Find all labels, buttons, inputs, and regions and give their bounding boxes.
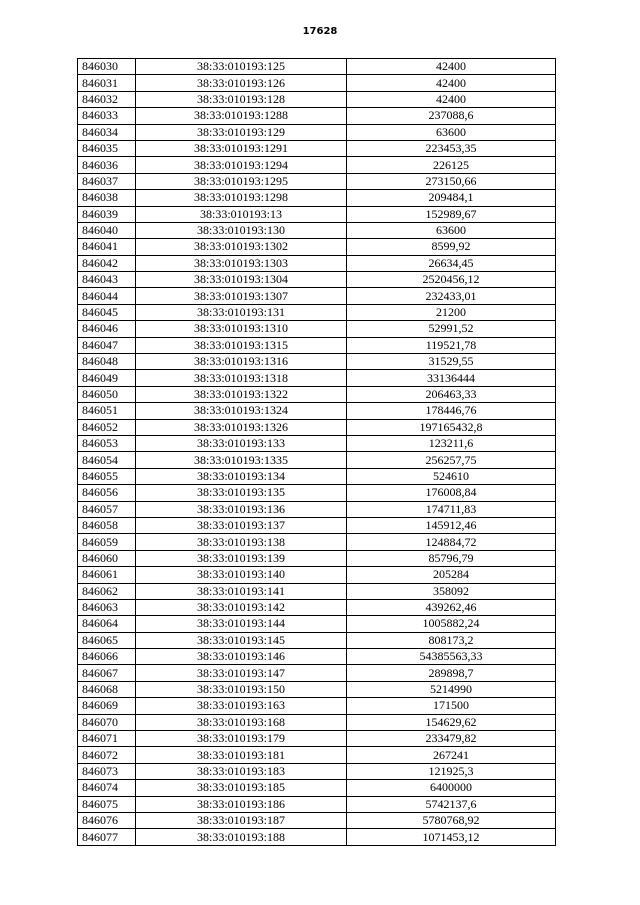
value-cell: 256257,75 xyxy=(347,452,556,468)
row-number-cell: 846057 xyxy=(78,501,136,517)
value-cell: 226125 xyxy=(347,157,556,173)
value-cell: 33136444 xyxy=(347,370,556,386)
cadastral-number-cell: 38:33:010193:181 xyxy=(136,747,347,763)
row-number-cell: 846058 xyxy=(78,517,136,533)
cadastral-number-cell: 38:33:010193:1288 xyxy=(136,108,347,124)
value-cell: 5780768,92 xyxy=(347,812,556,828)
value-cell: 808173,2 xyxy=(347,632,556,648)
value-cell: 273150,66 xyxy=(347,173,556,189)
table-row xyxy=(78,239,556,255)
cadastral-number-cell: 38:33:010193:179 xyxy=(136,731,347,747)
table-row xyxy=(78,501,556,517)
row-number-cell: 846032 xyxy=(78,91,136,107)
value-cell: 174711,83 xyxy=(347,501,556,517)
cadastral-number-cell: 38:33:010193:188 xyxy=(136,829,347,845)
value-cell: 154629,62 xyxy=(347,714,556,730)
row-number-cell: 846035 xyxy=(78,140,136,156)
table-row xyxy=(78,354,556,370)
table-row xyxy=(78,321,556,337)
cadastral-number-cell: 38:33:010193:129 xyxy=(136,124,347,140)
row-number-cell: 846046 xyxy=(78,321,136,337)
value-cell: 171500 xyxy=(347,698,556,714)
value-cell: 26634,45 xyxy=(347,255,556,271)
cadastral-number-cell: 38:33:010193:1298 xyxy=(136,190,347,206)
table-row xyxy=(78,698,556,714)
row-number-cell: 846061 xyxy=(78,567,136,583)
cadastral-number-cell: 38:33:010193:145 xyxy=(136,632,347,648)
value-cell: 8599,92 xyxy=(347,239,556,255)
table-row xyxy=(78,829,556,845)
row-number-cell: 846045 xyxy=(78,304,136,320)
row-number-cell: 846076 xyxy=(78,812,136,828)
row-number-cell: 846060 xyxy=(78,550,136,566)
cadastral-number-cell: 38:33:010193:125 xyxy=(136,59,347,75)
cadastral-number-cell: 38:33:010193:140 xyxy=(136,567,347,583)
row-number-cell: 846038 xyxy=(78,190,136,206)
table-row xyxy=(78,91,556,107)
table-row xyxy=(78,763,556,779)
value-cell: 1005882,24 xyxy=(347,616,556,632)
value-cell: 209484,1 xyxy=(347,190,556,206)
table-row xyxy=(78,517,556,533)
cadastral-number-cell: 38:33:010193:1295 xyxy=(136,173,347,189)
table-row xyxy=(78,632,556,648)
table-row xyxy=(78,468,556,484)
cadastral-number-cell: 38:33:010193:138 xyxy=(136,534,347,550)
row-number-cell: 846068 xyxy=(78,681,136,697)
table-row xyxy=(78,59,556,75)
table-row xyxy=(78,435,556,451)
table-row xyxy=(78,649,556,665)
value-cell: 123211,6 xyxy=(347,435,556,451)
row-number-cell: 846031 xyxy=(78,75,136,91)
cadastral-number-cell: 38:33:010193:1318 xyxy=(136,370,347,386)
row-number-cell: 846063 xyxy=(78,599,136,615)
cadastral-number-cell: 38:33:010193:163 xyxy=(136,698,347,714)
cadastral-number-cell: 38:33:010193:147 xyxy=(136,665,347,681)
cadastral-number-cell: 38:33:010193:1326 xyxy=(136,419,347,435)
value-cell: 439262,46 xyxy=(347,599,556,615)
value-cell: 21200 xyxy=(347,304,556,320)
value-cell: 63600 xyxy=(347,222,556,238)
row-number-cell: 846051 xyxy=(78,403,136,419)
table-row xyxy=(78,419,556,435)
cadastral-number-cell: 38:33:010193:1316 xyxy=(136,354,347,370)
table-row xyxy=(78,731,556,747)
cadastral-number-cell: 38:33:010193:144 xyxy=(136,616,347,632)
value-cell: 145912,46 xyxy=(347,517,556,533)
value-cell: 42400 xyxy=(347,75,556,91)
table-row xyxy=(78,485,556,501)
row-number-cell: 846074 xyxy=(78,780,136,796)
row-number-cell: 846042 xyxy=(78,255,136,271)
cadastral-number-cell: 38:33:010193:187 xyxy=(136,812,347,828)
row-number-cell: 846066 xyxy=(78,649,136,665)
table-row xyxy=(78,812,556,828)
table-row xyxy=(78,255,556,271)
cadastral-number-cell: 38:33:010193:135 xyxy=(136,485,347,501)
table-row xyxy=(78,370,556,386)
row-number-cell: 846048 xyxy=(78,354,136,370)
cadastral-number-cell: 38:33:010193:128 xyxy=(136,91,347,107)
cadastral-number-cell: 38:33:010193:136 xyxy=(136,501,347,517)
row-number-cell: 846047 xyxy=(78,337,136,353)
value-cell: 524610 xyxy=(347,468,556,484)
table-row xyxy=(78,714,556,730)
value-cell: 52991,52 xyxy=(347,321,556,337)
value-cell: 5742137,6 xyxy=(347,796,556,812)
table-row xyxy=(78,157,556,173)
cadastral-number-cell: 38:33:010193:130 xyxy=(136,222,347,238)
row-number-cell: 846056 xyxy=(78,485,136,501)
value-cell: 205284 xyxy=(347,567,556,583)
table-row xyxy=(78,272,556,288)
table-row xyxy=(78,337,556,353)
value-cell: 5214990 xyxy=(347,681,556,697)
cadastral-number-cell: 38:33:010193:185 xyxy=(136,780,347,796)
table-row xyxy=(78,567,556,583)
table-row xyxy=(78,796,556,812)
cadastral-number-cell: 38:33:010193:1302 xyxy=(136,239,347,255)
table-row xyxy=(78,780,556,796)
row-number-cell: 846043 xyxy=(78,272,136,288)
cadastral-number-cell: 38:33:010193:1310 xyxy=(136,321,347,337)
row-number-cell: 846055 xyxy=(78,468,136,484)
table-row xyxy=(78,288,556,304)
cadastral-number-cell: 38:33:010193:126 xyxy=(136,75,347,91)
row-number-cell: 846070 xyxy=(78,714,136,730)
row-number-cell: 846037 xyxy=(78,173,136,189)
row-number-cell: 846033 xyxy=(78,108,136,124)
registry-table xyxy=(77,58,556,846)
cadastral-number-cell: 38:33:010193:1335 xyxy=(136,452,347,468)
table-row xyxy=(78,583,556,599)
row-number-cell: 846044 xyxy=(78,288,136,304)
table-row xyxy=(78,108,556,124)
table-row xyxy=(78,140,556,156)
row-number-cell: 846050 xyxy=(78,386,136,402)
value-cell: 223453,35 xyxy=(347,140,556,156)
table-row xyxy=(78,599,556,615)
value-cell: 152989,67 xyxy=(347,206,556,222)
value-cell: 42400 xyxy=(347,91,556,107)
row-number-cell: 846052 xyxy=(78,419,136,435)
value-cell: 176008,84 xyxy=(347,485,556,501)
cadastral-number-cell: 38:33:010193:131 xyxy=(136,304,347,320)
row-number-cell: 846049 xyxy=(78,370,136,386)
table-row xyxy=(78,747,556,763)
table-row xyxy=(78,75,556,91)
row-number-cell: 846054 xyxy=(78,452,136,468)
cadastral-number-cell: 38:33:010193:142 xyxy=(136,599,347,615)
cadastral-number-cell: 38:33:010193:1307 xyxy=(136,288,347,304)
value-cell: 54385563,33 xyxy=(347,649,556,665)
registry-table-body xyxy=(78,59,556,846)
row-number-cell: 846065 xyxy=(78,632,136,648)
table-row xyxy=(78,665,556,681)
row-number-cell: 846069 xyxy=(78,698,136,714)
row-number-cell: 846053 xyxy=(78,435,136,451)
row-number-cell: 846072 xyxy=(78,747,136,763)
value-cell: 119521,78 xyxy=(347,337,556,353)
table-row xyxy=(78,124,556,140)
cadastral-number-cell: 38:33:010193:134 xyxy=(136,468,347,484)
table-row xyxy=(78,534,556,550)
value-cell: 289898,7 xyxy=(347,665,556,681)
table-row xyxy=(78,173,556,189)
value-cell: 197165432,8 xyxy=(347,419,556,435)
row-number-cell: 846071 xyxy=(78,731,136,747)
row-number-cell: 846030 xyxy=(78,59,136,75)
cadastral-number-cell: 38:33:010193:1315 xyxy=(136,337,347,353)
cadastral-number-cell: 38:33:010193:133 xyxy=(136,435,347,451)
row-number-cell: 846039 xyxy=(78,206,136,222)
table-row xyxy=(78,206,556,222)
cadastral-number-cell: 38:33:010193:150 xyxy=(136,681,347,697)
value-cell: 178446,76 xyxy=(347,403,556,419)
cadastral-number-cell: 38:33:010193:13 xyxy=(136,206,347,222)
value-cell: 233479,82 xyxy=(347,731,556,747)
cadastral-number-cell: 38:33:010193:186 xyxy=(136,796,347,812)
table-row xyxy=(78,304,556,320)
cadastral-number-cell: 38:33:010193:1294 xyxy=(136,157,347,173)
value-cell: 237088,6 xyxy=(347,108,556,124)
row-number-cell: 846064 xyxy=(78,616,136,632)
value-cell: 124884,72 xyxy=(347,534,556,550)
row-number-cell: 846067 xyxy=(78,665,136,681)
cadastral-number-cell: 38:33:010193:146 xyxy=(136,649,347,665)
row-number-cell: 846040 xyxy=(78,222,136,238)
row-number-cell: 846075 xyxy=(78,796,136,812)
row-number-cell: 846059 xyxy=(78,534,136,550)
cadastral-number-cell: 38:33:010193:168 xyxy=(136,714,347,730)
cadastral-number-cell: 38:33:010193:1303 xyxy=(136,255,347,271)
value-cell: 6400000 xyxy=(347,780,556,796)
table-row xyxy=(78,616,556,632)
value-cell: 1071453,12 xyxy=(347,829,556,845)
value-cell: 2520456,12 xyxy=(347,272,556,288)
cadastral-number-cell: 38:33:010193:141 xyxy=(136,583,347,599)
value-cell: 232433,01 xyxy=(347,288,556,304)
value-cell: 206463,33 xyxy=(347,386,556,402)
cadastral-number-cell: 38:33:010193:1304 xyxy=(136,272,347,288)
row-number-cell: 846073 xyxy=(78,763,136,779)
table-row xyxy=(78,403,556,419)
table-row xyxy=(78,222,556,238)
row-number-cell: 846062 xyxy=(78,583,136,599)
cadastral-number-cell: 38:33:010193:137 xyxy=(136,517,347,533)
page-number: 17628 xyxy=(302,26,338,37)
table-row xyxy=(78,190,556,206)
value-cell: 121925,3 xyxy=(347,763,556,779)
value-cell: 42400 xyxy=(347,59,556,75)
cadastral-number-cell: 38:33:010193:139 xyxy=(136,550,347,566)
cadastral-number-cell: 38:33:010193:1291 xyxy=(136,140,347,156)
row-number-cell: 846036 xyxy=(78,157,136,173)
table-row xyxy=(78,386,556,402)
value-cell: 358092 xyxy=(347,583,556,599)
value-cell: 85796,79 xyxy=(347,550,556,566)
cadastral-number-cell: 38:33:010193:1324 xyxy=(136,403,347,419)
value-cell: 63600 xyxy=(347,124,556,140)
table-row xyxy=(78,452,556,468)
table-row xyxy=(78,550,556,566)
row-number-cell: 846034 xyxy=(78,124,136,140)
value-cell: 31529,55 xyxy=(347,354,556,370)
table-row xyxy=(78,681,556,697)
row-number-cell: 846077 xyxy=(78,829,136,845)
row-number-cell: 846041 xyxy=(78,239,136,255)
cadastral-number-cell: 38:33:010193:1322 xyxy=(136,386,347,402)
cadastral-number-cell: 38:33:010193:183 xyxy=(136,763,347,779)
value-cell: 267241 xyxy=(347,747,556,763)
